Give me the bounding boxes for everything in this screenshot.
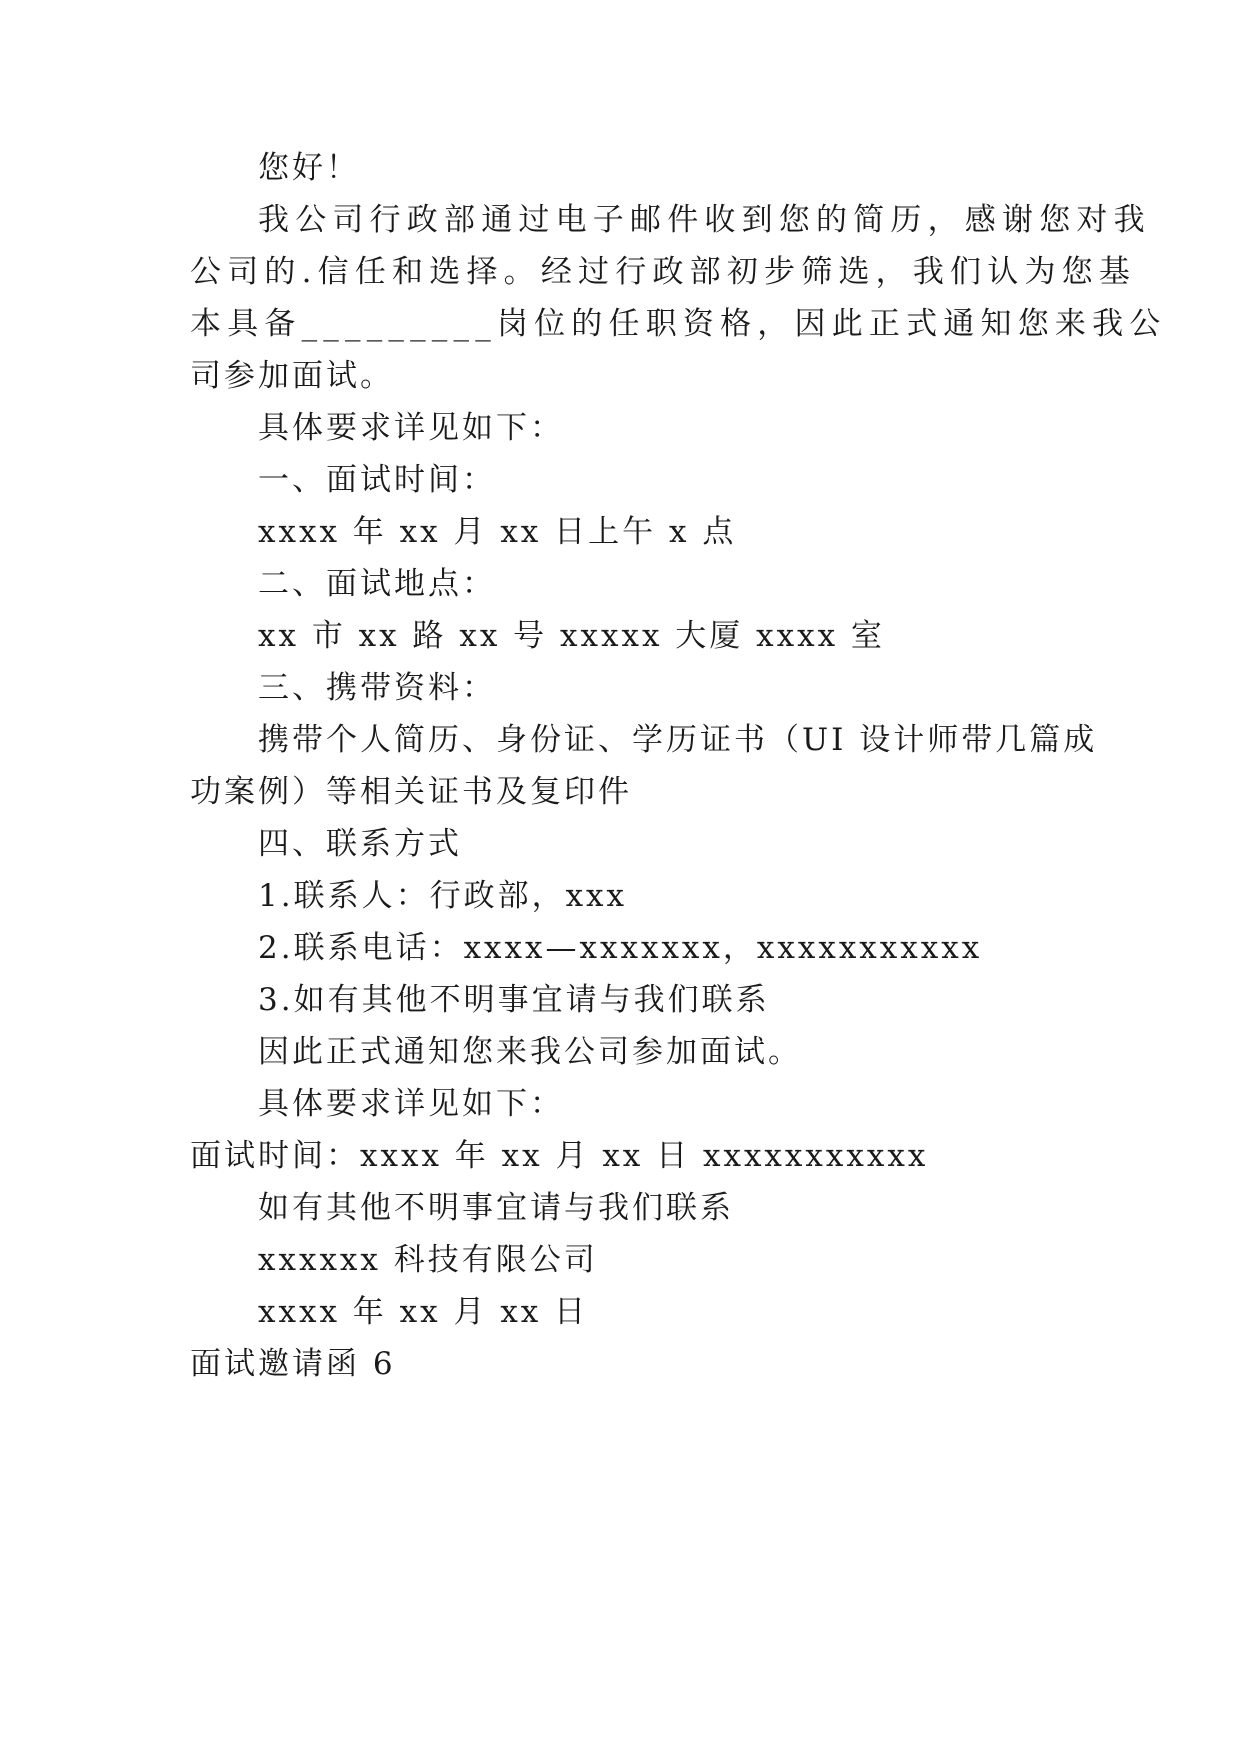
- intro-line-1: 我公司行政部通过电子邮件收到您的简历，感谢您对我: [258, 202, 1151, 238]
- requirements-heading-repeat: 具体要求详见如下：: [258, 1086, 564, 1122]
- company-name: xxxxxx 科技有限公司: [258, 1242, 598, 1278]
- intro-line-2: 公司的.信任和选择。经过行政部初步筛选，我们认为您基: [190, 254, 1137, 290]
- letter-date: xxxx 年 xx 月 xx 日: [258, 1294, 589, 1330]
- contact-person: 1.联系人：行政部，xxx: [258, 878, 628, 914]
- place-value: xx 市 xx 路 xx 号 xxxxx 大厦 xxxx 室: [258, 618, 885, 654]
- greeting: 您好！: [258, 150, 360, 186]
- requirements-heading: 具体要求详见如下：: [258, 410, 564, 446]
- contact-other: 3.如有其他不明事宜请与我们联系: [258, 982, 770, 1018]
- interview-time-line: 面试时间：xxxx 年 xx 月 xx 日 xxxxxxxxxxx: [190, 1138, 929, 1174]
- notice-repeat: 因此正式通知您来我公司参加面试。: [258, 1034, 802, 1070]
- materials-heading: 三、携带资料：: [258, 670, 496, 706]
- intro-line-4: 司参加面试。: [190, 358, 394, 394]
- materials-line-1: 携带个人简历、身份证、学历证书（UI 设计师带几篇成: [258, 722, 1098, 758]
- next-section-title: 面试邀请函 6: [190, 1346, 396, 1382]
- intro-line-3: 本具备_________岗位的任职资格，因此正式通知您来我公: [190, 306, 1167, 342]
- materials-line-2: 功案例）等相关证书及复印件: [190, 774, 632, 810]
- time-heading: 一、面试时间：: [258, 462, 496, 498]
- contact-phone: 2.联系电话：xxxx—xxxxxxx，xxxxxxxxxxx: [258, 930, 983, 966]
- time-value: xxxx 年 xx 月 xx 日上午 x 点: [258, 514, 737, 550]
- place-heading: 二、面试地点：: [258, 566, 496, 602]
- contact-repeat: 如有其他不明事宜请与我们联系: [258, 1190, 734, 1226]
- contact-heading: 四、联系方式: [258, 826, 462, 862]
